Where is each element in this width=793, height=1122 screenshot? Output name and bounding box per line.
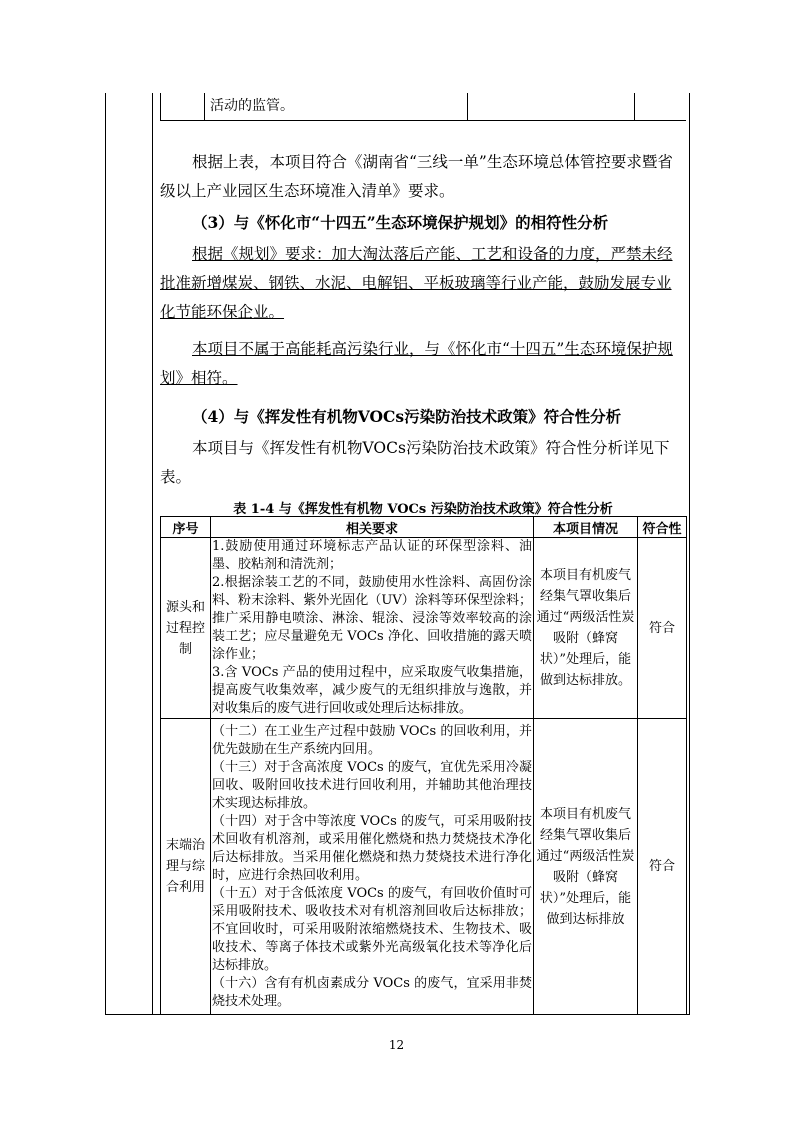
header-situation: 本项目情况: [534, 517, 638, 538]
table-caption: 表 1-4 与《挥发性有机物 VOCs 污染防治技术政策》符合性分析: [233, 502, 613, 517]
row-category: 末端治理与综合利用: [161, 719, 211, 1015]
paragraph-plan-requirements: 根据《规划》要求：加大淘汰落后产能、工艺和设备的力度，严禁未经 批准新增煤炭、钢铁、水泥、电解铝、平板玻璃等行业产能，鼓励发展专业 化节能环保企业。: [160, 245, 673, 321]
table-row: [161, 719, 687, 1015]
row-requirements: （十二）在工业生产过程中鼓励 VOCs 的回收利用，并优先鼓励在生产系统内回用。 （十三）对于含高浓度 VOCs 的废气，宜优先采用冷凝回收、吸附回收技术进行回收利用，并辅助其他治理技术实现达标排放。 （十四）对于含中等浓度 VOCs 的废气，可采用吸附技术回收有机溶剂，或采用催化燃烧和热力焚烧技术净化后达标排放。当采用催化燃烧和热力焚烧技术进行净化时，应进行余热回收利用。 （十五）对于含低浓度 VOCs 的废气，有回收价值时可采用吸附技术、吸收技术对有机溶剂回收后达标排放；不宜回收时，可采用吸附浓缩燃烧技术、生物技术、吸收技术、等离子体技术或紫外光高级氧化技术等净化后达标排放。 （十六）含有有机卤素成分 VOCs 的废气，宜采用非焚烧技术处理。: [211, 719, 534, 1015]
row-category: 源头和过程控制: [161, 538, 211, 719]
page-number: 12: [388, 1038, 405, 1052]
row-compliance: 符合: [638, 538, 687, 719]
voc-compliance-table: [160, 516, 687, 1015]
header-compliance: 符合性: [638, 517, 687, 538]
paragraph-table-intro: 本项目与《挥发性有机物VOCs污染防治技术政策》符合性分析详见下 表。: [160, 439, 670, 486]
header-no: 序号: [161, 517, 211, 538]
frame-left-outer: [105, 93, 106, 1015]
row-situation: 本项目有机废气经集气罩收集后通过“两级活性炭吸附（蜂窝状）”处理后，能做到达标排放: [534, 719, 638, 1015]
row-compliance: 符合: [638, 719, 687, 1015]
frame-right: [689, 93, 690, 1015]
paragraph-plan-conformity: 本项目不属于高能耗高污染行业，与《怀化市“十四五”生态环境保护规 划》相符。: [160, 340, 673, 387]
table-row: [161, 538, 687, 719]
previous-table-cell: 活动的监管。: [210, 98, 294, 114]
row-situation: 本项目有机废气经集气罩收集后通过“两级活性炭吸附（蜂窝状）”处理后，能做到达标排放。: [534, 538, 638, 719]
section-heading-3: （3）与《怀化市“十四五”生态环境保护规划》的相符性分析: [192, 213, 609, 232]
row-requirements: 1.鼓励使用通过环境标志产品认证的环保型涂料、油墨、胶粘剂和清洗剂； 2.根据涂装工艺的不同，鼓励使用水性涂料、高固份涂料、粉末涂料、紫外光固化（UV）涂料等环保型涂料；推广采用静电喷涂、淋涂、辊涂、浸涂等效率较高的涂装工艺；应尽量避免无 VOCs 净化、回收措施的露天喷涂作业； 3.含 VOCs 产品的使用过程中，应采取废气收集措施，提高废气收集效率，减少废气的无组织排放与逸散，并对收集后的废气进行回收或处理后达标排放。: [211, 538, 534, 719]
header-requirements: 相关要求: [211, 517, 534, 538]
paragraph-conclusion: 根据上表，本项目符合《湖南省“三线一单”生态环境总体管控要求暨省 级以上产业园区生态环境准入清单》要求。: [160, 153, 673, 200]
table-header-row: [161, 517, 687, 538]
previous-table-row: [160, 93, 686, 121]
section-heading-4: （4）与《挥发性有机物VOCs污染防治技术政策》符合性分析: [192, 407, 622, 426]
frame-left-inner: [152, 93, 153, 1015]
